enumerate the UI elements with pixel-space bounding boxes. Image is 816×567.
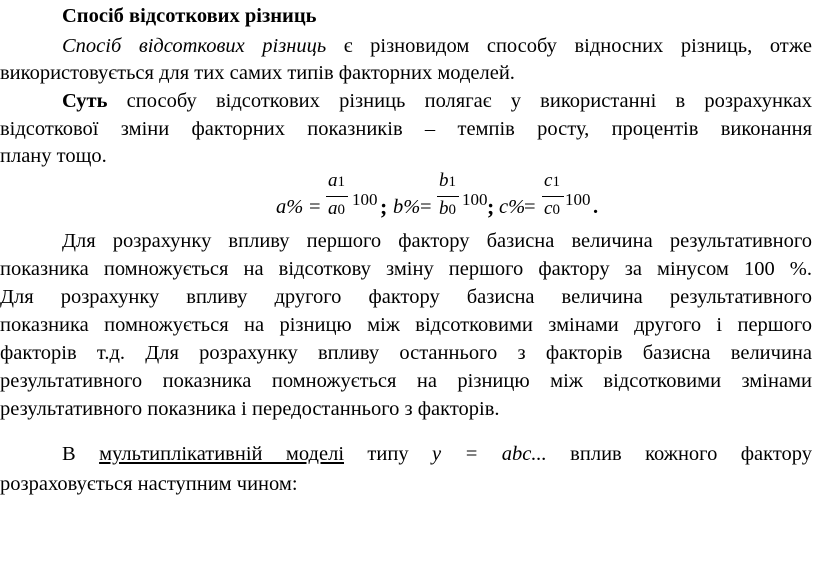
fraction-bar-c bbox=[542, 196, 564, 197]
paragraph-3-line-2: показника помножується на відсоткову зміну першого фактору за мінусом 100 %. bbox=[0, 258, 812, 280]
paragraph-3-line-5: факторів т.д. Для розрахунку впливу останнього з факторів базисна величина bbox=[0, 342, 812, 364]
formula-b-100: 100 bbox=[462, 190, 488, 209]
paragraph-2-line-3: плану тощо. bbox=[0, 145, 107, 167]
formula-a-100: 100 bbox=[352, 190, 378, 209]
formula-a-denominator: a0 bbox=[328, 198, 345, 219]
paragraph-4-line-1: В мультиплікативній моделі типу у = abc... вплив кожного фактору bbox=[62, 443, 812, 465]
paragraph-4-line-2: розраховується наступним чином: bbox=[0, 473, 298, 495]
paragraph-2-line-2: відсоткової зміни факторних показників – темпів росту, процентів виконання bbox=[0, 118, 812, 140]
section-heading: Спосіб відсоткових різниць bbox=[62, 5, 317, 27]
paragraph-3-line-6: результативного показника помножується на різницю між відсотковими змінами bbox=[0, 370, 812, 392]
paragraph-3-line-7: результативного показника і передостаннього з факторів. bbox=[0, 398, 500, 420]
formula-sep-1: ; bbox=[380, 194, 388, 219]
formula-a-numerator: a1 bbox=[328, 170, 345, 191]
formula-sep-2: ; bbox=[487, 194, 495, 219]
formula-b-denominator: b0 bbox=[439, 198, 456, 219]
paragraph-3-line-4: показника помножується на різницю між відсотковими змінами другого і першого bbox=[0, 314, 812, 336]
percent-change-formula bbox=[276, 168, 616, 228]
underlined-term: мультиплікативній моделі bbox=[99, 443, 345, 465]
paragraph-3-line-3: Для розрахунку впливу другого фактору базисна величина результативного bbox=[0, 286, 812, 308]
formula-c-lhs: c% bbox=[499, 196, 526, 218]
formula-c-100: 100 bbox=[565, 190, 591, 209]
paragraph-3-line-1: Для розрахунку впливу першого фактору базисна величина результативного bbox=[62, 230, 812, 252]
paragraph-2-line-1: Суть способу відсоткових різниць полягає у використанні в розрахунках bbox=[62, 90, 812, 112]
fraction-bar-a bbox=[326, 196, 348, 197]
formula-b-numerator: b1 bbox=[439, 170, 456, 191]
formula-a-lhs: a% bbox=[276, 196, 304, 218]
paragraph-1-line-2: використовується для тих самих типів факторних моделей. bbox=[0, 62, 515, 84]
formula-eq-c: = bbox=[524, 196, 536, 218]
formula-c-denominator: c0 bbox=[544, 198, 560, 219]
formula-b-lhs: b% bbox=[393, 196, 421, 218]
model-formula: у = abc... bbox=[432, 443, 547, 465]
paragraph-1-line-1: Спосіб відсоткових різниць є різновидом способу відносних різниць, отже bbox=[62, 35, 812, 57]
formula-c-numerator: c1 bbox=[544, 170, 560, 191]
formula-eq-b: = bbox=[420, 196, 432, 218]
formula-eq-a: = bbox=[309, 196, 321, 218]
formula-end: . bbox=[593, 196, 599, 218]
fraction-bar-b bbox=[437, 196, 459, 197]
